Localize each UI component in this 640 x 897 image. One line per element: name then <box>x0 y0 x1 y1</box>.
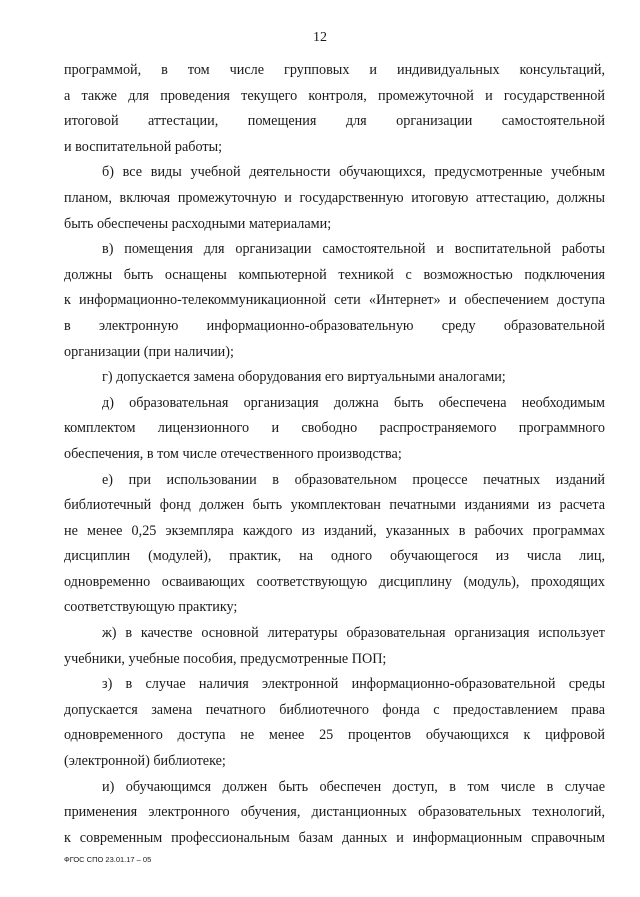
paragraph <box>64 775 605 852</box>
text-line: з) в случае наличия электронной информационно-образовательной среды <box>102 676 605 693</box>
text-line: г) допускается замена оборудования его виртуальными аналогами; <box>102 369 506 386</box>
text-line: одновременно осваивающих соответствующую дисциплину (модуль), проходящих <box>64 573 605 590</box>
text-line: и воспитательной работы; <box>64 138 223 155</box>
page-number: 12 <box>313 30 327 45</box>
paragraph <box>64 365 605 391</box>
text-line: применения электронного обучения, дистанционных образовательных технологий, <box>64 804 605 821</box>
text-line: б) все виды учебной деятельности обучающихся, предусмотренные учебным <box>102 164 605 181</box>
text-line: ж) в качестве основной литературы образовательная организация использует <box>102 625 605 642</box>
text-line: допускается замена печатного библиотечного фонда с предоставлением права <box>64 701 605 718</box>
paragraph <box>64 621 605 672</box>
text-line: планом, включая промежуточную и государственную итоговую аттестацию, должны <box>64 189 605 206</box>
document-footer-code: ФГОС СПО 23.01.17 – 05 <box>64 855 152 864</box>
text-line: должны быть оснащены компьютерной техникой с возможностью подключения <box>64 266 605 283</box>
text-line: одновременного доступа не менее 25 процентов обучающихся к цифровой <box>64 727 605 744</box>
paragraph <box>64 468 605 622</box>
text-line: организации (при наличии); <box>64 343 234 360</box>
text-line: в электронную информационно-образовательную среду образовательной <box>64 317 605 334</box>
text-line: быть обеспечены расходными материалами; <box>64 215 332 232</box>
text-line: программой, в том числе групповых и индивидуальных консультаций, <box>64 62 605 78</box>
text-line: и) обучающимся должен быть обеспечен доступ, в том числе в случае <box>102 778 605 795</box>
text-line: (электронной) библиотеке; <box>64 753 226 770</box>
paragraph <box>64 160 605 237</box>
paragraph <box>64 391 605 468</box>
text-line: е) при использовании в образовательном процессе печатных изданий <box>102 471 605 488</box>
text-line: не менее 0,25 экземпляра каждого из изданий, указанных в рабочих программах <box>64 522 605 539</box>
paragraph <box>64 237 605 365</box>
text-line: учебники, учебные пособия, предусмотренные ПОП; <box>64 650 387 667</box>
text-line: соответствующую практику; <box>64 599 238 616</box>
text-line: д) образовательная организация должна быть обеспечена необходимым <box>102 394 605 411</box>
text-line: комплектом лицензионного и свободно распространяемого программного <box>64 420 605 437</box>
body-text <box>64 58 605 851</box>
text-line: обеспечения, в том числе отечественного производства; <box>64 445 402 462</box>
text-line: дисциплин (модулей), практик, на одного обучающегося из числа лиц, <box>64 548 605 565</box>
text-line: итоговой аттестации, помещения для организации самостоятельной <box>64 113 605 130</box>
paragraph <box>64 672 605 774</box>
text-line: а также для проведения текущего контроля, промежуточной и государственной <box>64 87 605 104</box>
text-line: к современным профессиональным базам данных и информационным справочным <box>64 829 605 846</box>
text-line: к информационно-телекоммуникационной сети «Интернет» и обеспечением доступа <box>64 292 605 309</box>
paragraph <box>64 58 605 160</box>
text-line: библиотечный фонд должен быть укомплектован печатными изданиями из расчета <box>64 497 605 514</box>
text-line: в) помещения для организации самостоятельной и воспитательной работы <box>102 241 605 258</box>
